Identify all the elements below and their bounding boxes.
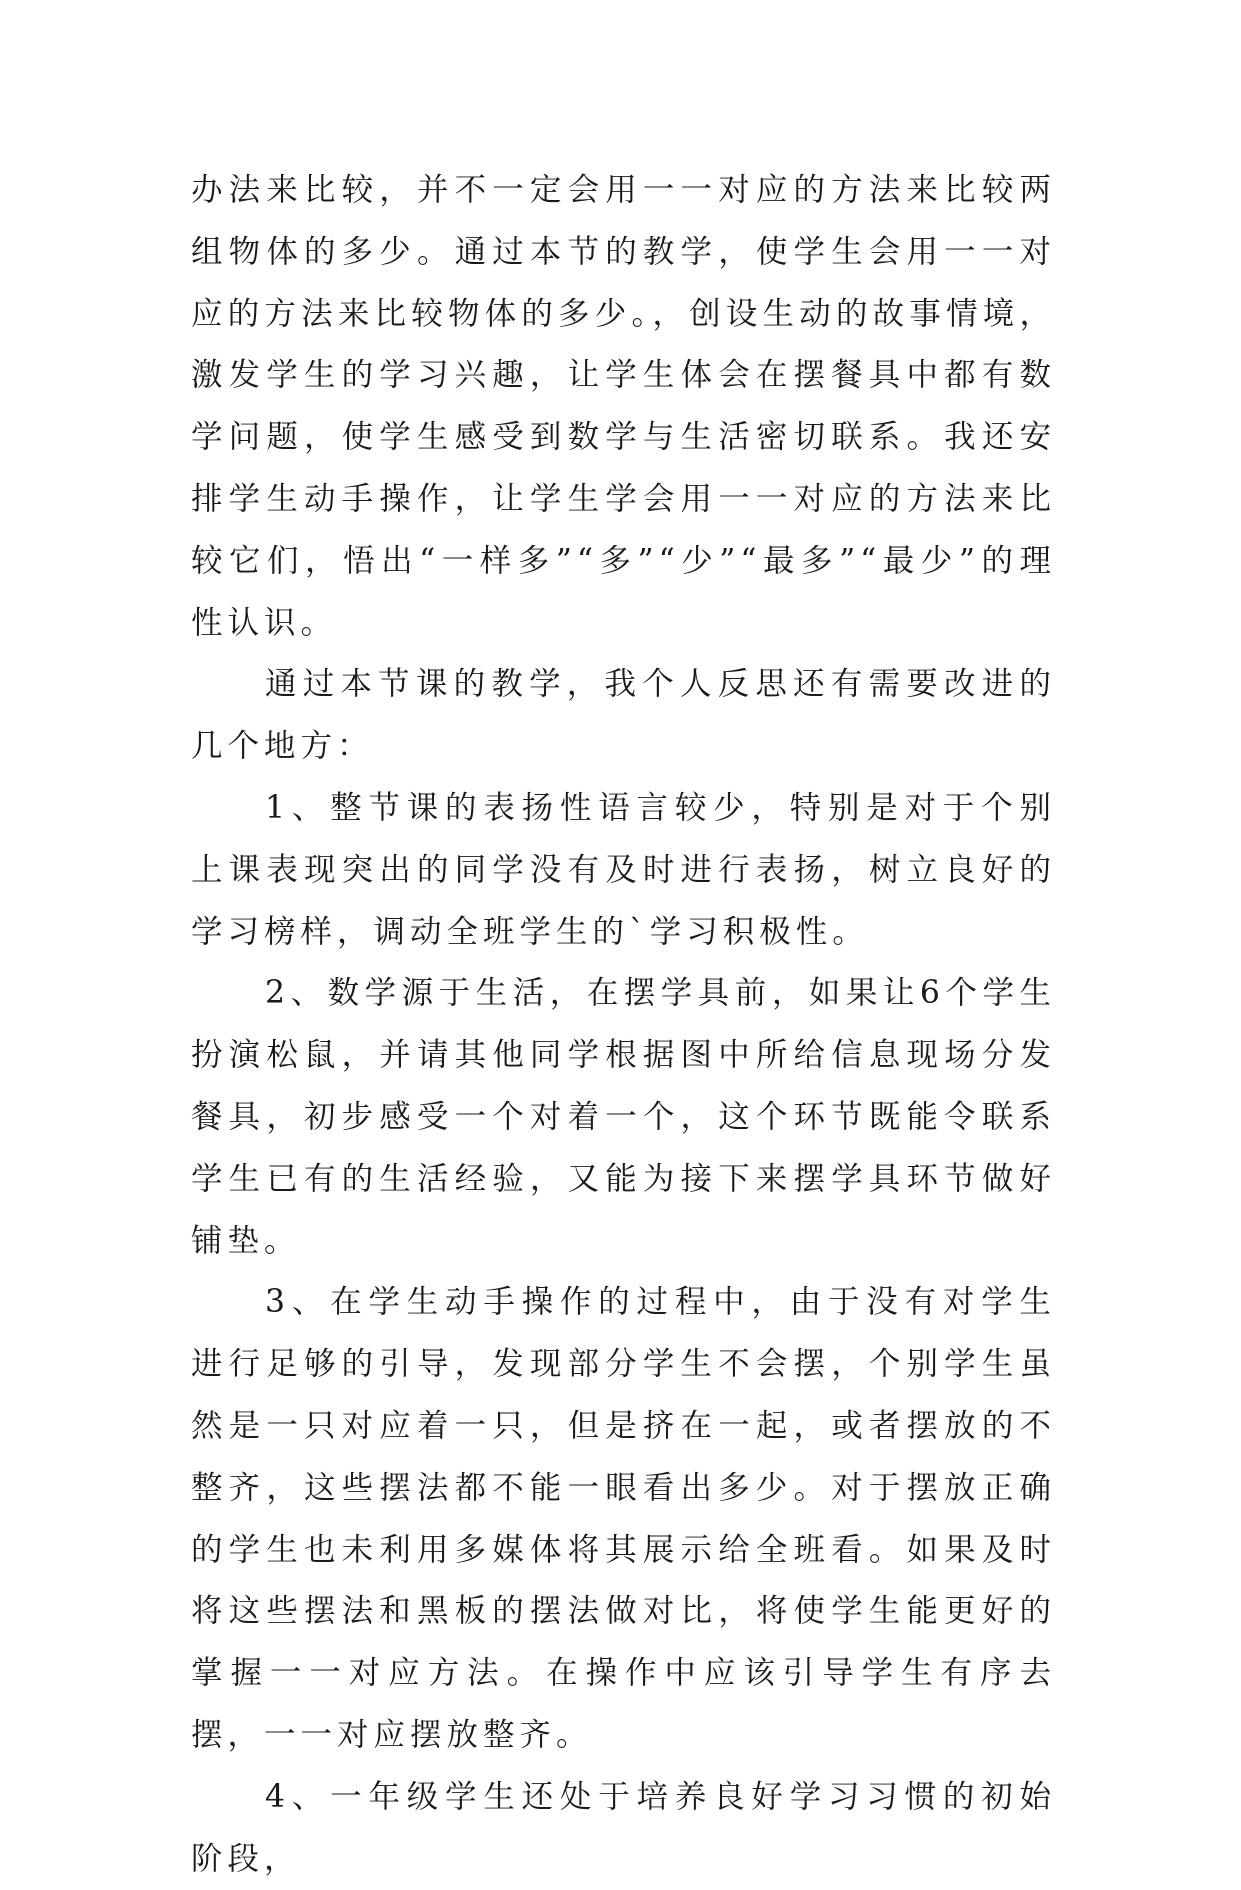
paragraph-point-1: 1、整节课的表扬性语言较少，特别是对于个别上课表现突出的同学没有及时进行表扬，树立良好的学习榜样，调动全班学生的`学习积极性。 bbox=[191, 789, 1056, 950]
paragraph-point-2: 2、数学源于生活，在摆学具前，如果让6个学生扮演松鼠，并请其他同学根据图中所给信息现场分发餐具，初步感受一个对着一个，这个环节既能令联系学生已有的生活经验，又能为接下来摆学具环节做好铺垫。 bbox=[191, 975, 1056, 1259]
paragraph-point-4: 4、一年级学生还处于培养良好学习习惯的初始阶段， bbox=[191, 1778, 1056, 1877]
paragraph-continuation: 办法来比较，并不一定会用一一对应的方法来比较两组物体的多少。通过本节的教学，使学生会用一一对应的方法来比较物体的多少。，创设生动的故事情境，激发学生的学习兴趣，让学生体会在摆餐具中都有数学问题，使学生感受到数学与生活密切联系。我还安排学生动手操作，让学生学会用一一对应的方法来比较它们，悟出“一样多”“多”“少”“最多”“最少”的理性认识。 bbox=[191, 172, 1056, 641]
paragraph-point-3: 3、在学生动手操作的过程中，由于没有对学生进行足够的引导，发现部分学生不会摆，个别学生虽然是一只对应着一只，但是挤在一起，或者摆放的不整齐，这些摆法都不能一眼看出多少。对于摆放正确的学生也未利用多媒体将其展示给全班看。如果及时将这些摆法和黑板的摆法做对比，将使学生能更好的掌握一一对应方法。在操作中应该引导学生有序去摆，一一对应摆放整齐。 bbox=[191, 1284, 1056, 1753]
paragraph-reflection-intro: 通过本节课的教学，我个人反思还有需要改进的几个地方： bbox=[191, 666, 1056, 765]
document-body bbox=[191, 160, 1056, 1890]
